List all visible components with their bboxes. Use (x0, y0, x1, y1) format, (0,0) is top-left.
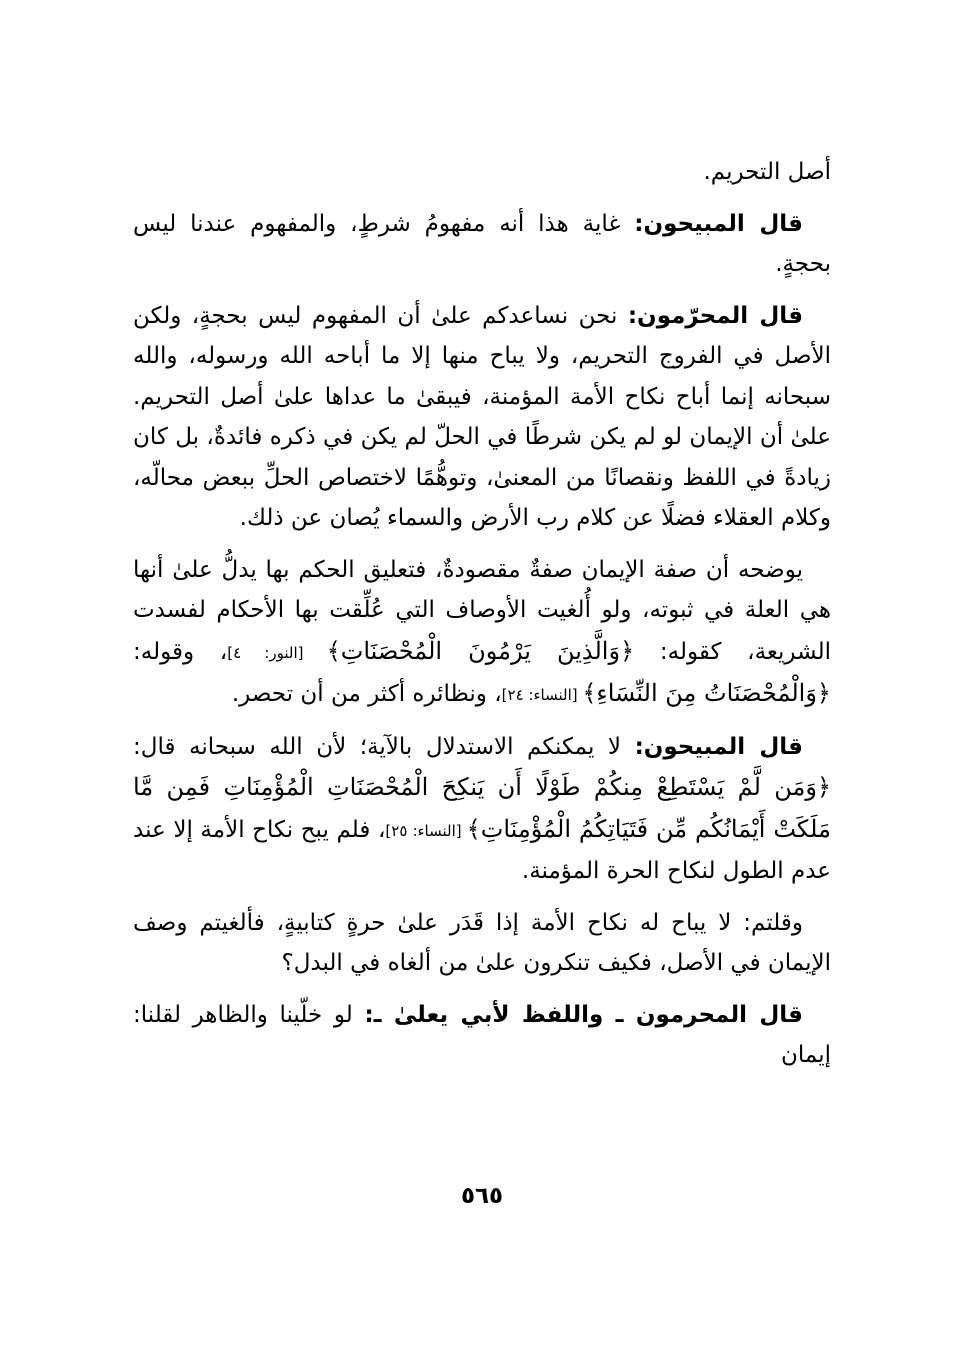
paragraph-3 (133, 296, 831, 539)
paragraph-2-text: غاية هذا أنه مفهومُ شرطٍ، والمفهوم عندنا ليس بحجةٍ. (133, 210, 831, 277)
quran-verse: ﴿وَالَّذِينَ يَرْمُونَ الْمُحْصَنَاتِ﴾ (326, 636, 635, 665)
paragraph-7 (133, 995, 831, 1076)
paragraph-1 (133, 152, 831, 193)
paragraph-4-intro: يوضحه أن صفة الإيمان صفةٌ مقصودةٌ، فتعليق الحكم بها يدلُّ علىٰ أنها هي العلة في ثبوته، ولو أُلغيت الأوصاف التي عُلِّقت بها الأحكام لفسدت الشريعة، كقوله: (133, 556, 832, 665)
paragraph-5-outro: ، فلم يبح نكاح الأمة إلا عند عدم الطول لنكاح الحرة المؤمنة. (133, 816, 831, 884)
speaker-label: قال المبيحون: (634, 210, 803, 237)
page-number: ٥٦٥ (460, 1183, 504, 1209)
paragraph-4-mid: ، وقوله: (133, 638, 228, 665)
page-body-text (133, 152, 831, 1087)
speaker-label: قال المحرّمون: (627, 302, 803, 329)
paragraph-6 (133, 903, 831, 984)
speaker-label: قال المحرمون ـ واللفظ لأبي يعلىٰ ـ: (364, 1001, 803, 1028)
paragraph-5 (133, 727, 831, 892)
paragraph-4 (133, 550, 831, 716)
paragraph-2 (133, 204, 831, 285)
speaker-label: قال المبيحون: (634, 733, 803, 760)
paragraph-6-text: وقلتم: لا يباح له نكاح الأمة إذا قَدَر علىٰ حرةٍ كتابيةٍ، فألغيتم وصف الإيمان في الأصل، فكيف تنكرون علىٰ من ألغاه في البدل؟ (133, 909, 831, 976)
paragraph-3-text: نحن نساعدكم علىٰ أن المفهوم ليس بحجةٍ، ولكن الأصل في الفروج التحريم، ولا يباح منها إلا ما أباحه الله ورسوله، والله سبحانه إنما أباح نكاح الأمة المؤمنة، فيبقىٰ ما عداها علىٰ أصل التحريم. علىٰ أن الإيمان لو لم يكن شرطًا في الحلّ لم يكن في ذكره فائدةٌ، بل كان زيادةً في اللفظ ونقصانًا من المعنىٰ، وتوهُّمًا لاختصاص الحلِّ ببعض محالّه، وكلام العقلاء فضلًا عن كلام رب الأرض والسماء يُصان عن ذلك. (133, 302, 831, 531)
quran-verse: ﴿وَالْمُحْصَنَاتُ مِنَ النِّسَاءِ﴾ (582, 679, 831, 707)
paragraph-5-intro: لا يمكنكم الاستدلال بالآية؛ لأن الله سبحانه قال: (133, 733, 635, 760)
quran-verse: ﴿وَمَن لَّمْ يَسْتَطِعْ مِنكُمْ طَوْلًا أَن يَنكِحَ الْمُحْصَنَاتِ الْمُؤْمِنَاتِ فَمِن مَّا مَلَكَتْ أَيْمَانُكُم مِّن فَتَيَاتِكُمُ الْمُؤْمِنَاتِ﴾ (133, 773, 831, 843)
paragraph-7-text: لو خلّينا والظاهر لقلنا: إيمان (133, 1001, 831, 1068)
verse-reference: [النور: ٤] (227, 643, 327, 662)
paragraph-1-text: أصل التحريم. (703, 159, 831, 185)
verse-reference: [النساء: ٢٤] (501, 686, 583, 704)
paragraph-4-outro: ، ونظائره أكثر من أن تحصر. (231, 681, 502, 707)
verse-reference: [النساء: ٢٥] (385, 821, 467, 840)
